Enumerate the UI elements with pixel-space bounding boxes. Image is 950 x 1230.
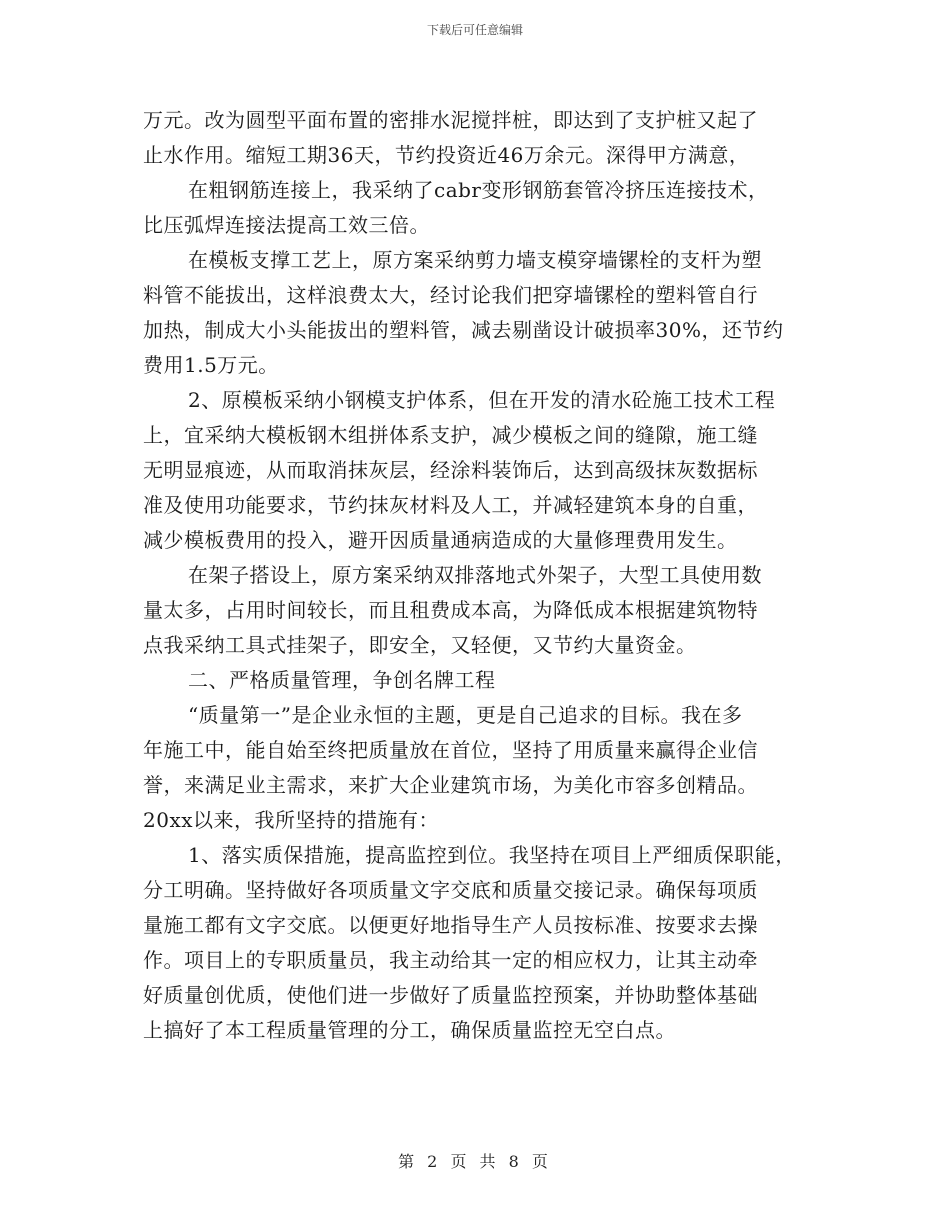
document-body <box>143 103 833 1048</box>
text-line: 量施工都有文字交底。以便更好地指导生产人员按标准、按要求去操 <box>143 913 758 937</box>
text-line: 减少模板费用的投入，避开因质量通病造成的大量修理费用发生。 <box>143 528 738 552</box>
text-line: 好质量创优质，使他们进一步做好了质量监控预案，并协助整体基础 <box>143 983 758 1007</box>
text-line: 分工明确。坚持做好各项质量文字交底和质量交接记录。确保每项质 <box>143 878 758 902</box>
page-header: 下载后可任意编辑 <box>426 23 523 37</box>
text-line: 加热，制成大小头能拔出的塑料管，减去剔凿设计破损率30%，还节约 <box>143 318 784 342</box>
text-line: 费用1.5万元。 <box>143 353 279 377</box>
text-line: 准及使用功能要求，节约抹灰材料及人工，并减轻建筑本身的自重， <box>143 493 758 517</box>
text-line: 无明显痕迹，从而取消抹灰层，经涂料装饰后，达到高级抹灰数据标 <box>143 458 758 482</box>
text-line: 止水作用。缩短工期36天，节约投资近46万余元。深得甲方满意， <box>143 143 750 167</box>
page-number: 第 2 页 共 8 页 <box>398 1152 552 1171</box>
text-line: 1、落实质保措施，提高监控到位。我坚持在项目上严细质保职能， <box>188 843 796 867</box>
text-line: 上搞好了本工程质量管理的分工，确保质量监控无空白点。 <box>143 1018 676 1042</box>
text-line: 2、原模板采纳小钢模支护体系，但在开发的清水砼施工技术工程 <box>188 388 776 412</box>
text-line: 料管不能拔出，这样浪费太大，经讨论我们把穿墙镙栓的塑料管自行 <box>143 283 758 307</box>
text-line: 誉，来满足业主需求，来扩大企业建筑市场，为美化市容多创精品。 <box>143 773 758 797</box>
text-line: “质量第一”是企业永恒的主题，更是自己追求的目标。我在多 <box>188 703 743 727</box>
text-line: 二、严格质量管理，争创名牌工程 <box>188 668 496 692</box>
text-line: 量太多，占用时间较长，而且租费成本高，为降低成本根据建筑物特 <box>143 598 758 622</box>
text-line: 在架子搭设上，原方案采纳双排落地式外架子，大型工具使用数 <box>188 563 762 587</box>
text-line: 20xx以来，我所坚持的措施有： <box>143 808 440 832</box>
text-line: 在模板支撑工艺上，原方案采纳剪力墙支模穿墙镙栓的支杆为塑 <box>188 248 762 272</box>
text-line: 作。项目上的专职质量员，我主动给其一定的相应权力，让其主动牵 <box>143 948 758 972</box>
text-line: 年施工中，能自始至终把质量放在首位，坚持了用质量来赢得企业信 <box>143 738 758 762</box>
text-line: 万元。改为圆型平面布置的密排水泥搅拌桩，即达到了支护桩又起了 <box>143 108 758 132</box>
text-line: 比压弧焊连接法提高工效三倍。 <box>143 213 430 237</box>
text-line: 在粗钢筋连接上，我采纳了cabr变形钢筋套管冷挤压连接技术， <box>188 178 769 202</box>
text-line: 点我采纳工具式挂架子，即安全，又轻便，又节约大量资金。 <box>143 633 697 657</box>
text-line: 上，宜采纳大模板钢木组拼体系支护，减少模板之间的缝隙，施工缝 <box>143 423 758 447</box>
